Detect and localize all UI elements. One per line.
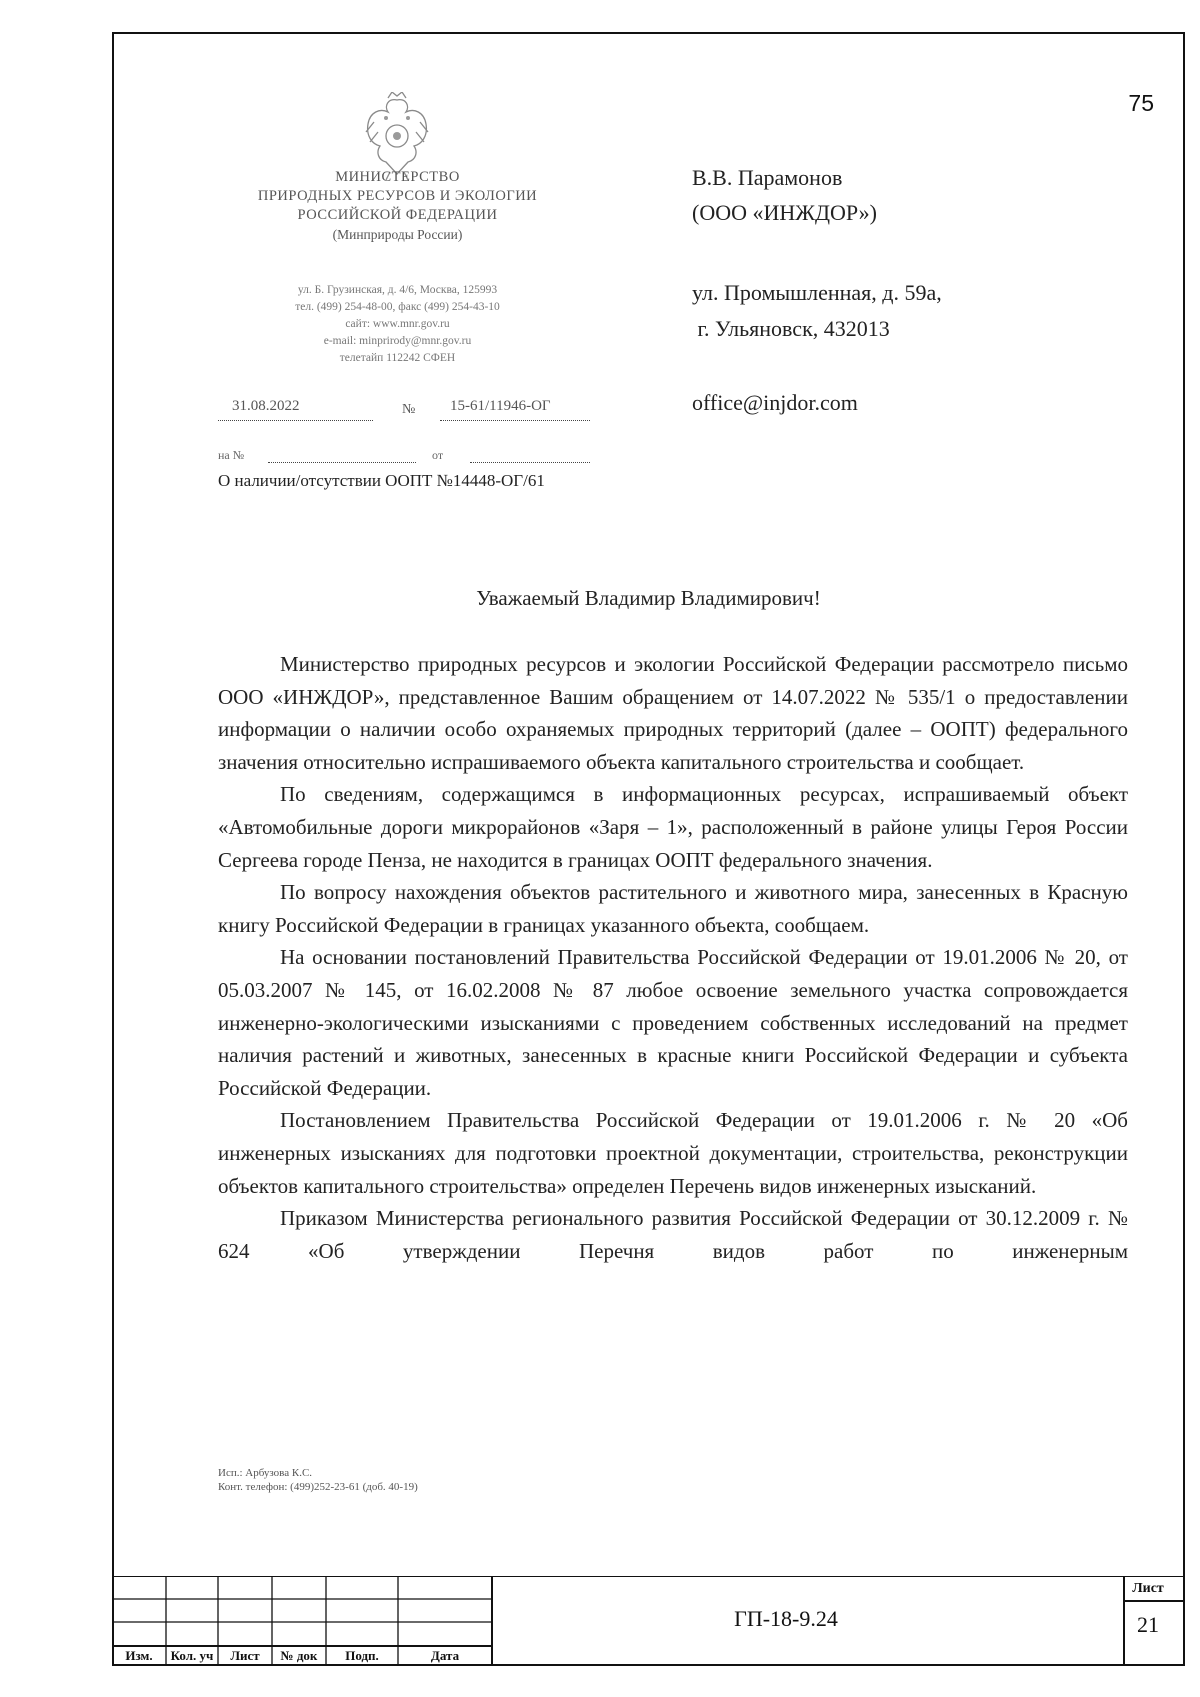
- registration-date: 31.08.2022: [232, 398, 300, 414]
- body-paragraph: Постановлением Правительства Российской Федерации от 19.01.2006 г. № 20 «Об инженерных изысканиях для подготовки проектной документации, строительства, реконструкции объектов капитального строительства» определен Перечень видов инженерных изысканий.: [218, 1108, 1128, 1198]
- ministry-line: МИНИСТЕРСТВО: [335, 169, 460, 185]
- contact-line: телетайп 112242 СФЕН: [339, 352, 456, 364]
- contact-line: тел. (499) 254-48-00, факс (499) 254-43-10: [295, 301, 500, 313]
- reference-from-label: от: [432, 448, 444, 462]
- recipient-name: В.В. Парамонов: [692, 165, 843, 190]
- letter-body: [218, 648, 1128, 1267]
- ministry-short-name: (Минприроды России): [332, 227, 463, 242]
- col-header-count: Кол. уч: [170, 1648, 214, 1663]
- ministry-line: ПРИРОДНЫХ РЕСУРСОВ И ЭКОЛОГИИ: [257, 188, 538, 204]
- recipient-city: г. Ульяновск, 432013: [692, 316, 890, 341]
- recipient-email: office@injdor.com: [692, 390, 858, 415]
- sheet-number: 21: [1137, 1612, 1159, 1637]
- body-paragraph: По сведениям, содержащимся в информационных ресурсах, испрашиваемый объект «Автомобильные дороги микрорайонов «Заря – 1», расположенный в районе улицы Героя России Сергеева городе Пенза, не находится в границах ООПТ федерального значения.: [218, 782, 1128, 872]
- reference-date-underline: [470, 462, 590, 463]
- page-number: 75: [1128, 90, 1154, 116]
- sheet-label: Лист: [1132, 1581, 1164, 1596]
- col-header-doc-number: № док: [280, 1648, 318, 1663]
- col-header-revision: Изм.: [125, 1648, 153, 1663]
- contact-line: сайт: www.mnr.gov.ru: [345, 318, 450, 330]
- date-underline: [218, 420, 373, 421]
- registration-number: 15-61/11946-ОГ: [450, 398, 551, 414]
- salutation: Уважаемый Владимир Владимирович!: [476, 586, 821, 610]
- document-code: ГП-18-9.24: [734, 1606, 838, 1631]
- reference-label: на №: [218, 448, 245, 462]
- reference-underline: [268, 462, 416, 463]
- col-header-sheet: Лист: [230, 1648, 260, 1663]
- ministry-line: РОССИЙСКОЙ ФЕДЕРАЦИИ: [297, 207, 498, 223]
- letter-subject: О наличии/отсутствии ООПТ №14448-ОГ/61: [218, 471, 545, 490]
- contact-line: ул. Б. Грузинская, д. 4/6, Москва, 125993: [297, 284, 498, 296]
- col-header-signature: Подп.: [345, 1648, 379, 1663]
- col-header-date: Дата: [430, 1648, 460, 1663]
- executor-name: Исп.: Арбузова К.С.: [218, 1467, 313, 1479]
- recipient-street: ул. Промышленная, д. 59а,: [692, 280, 942, 305]
- number-underline: [440, 420, 590, 421]
- ministry-contacts: [200, 282, 595, 367]
- recipient-org: (ООО «ИНЖДОР»): [692, 200, 877, 225]
- body-paragraph: На основании постановлений Правительства Российской Федерации от 19.01.2006 № 20, от 05.03.2007 № 145, от 16.02.2008 № 87 любое освоение земельного участка сопровождается инженерно-экологическими изысканиями с проведением собственных исследований на предмет наличия растений и животных, занесенных в красные книги Российской Федерации и субъекта Российской Федерации.: [218, 945, 1128, 1100]
- body-paragraph: Министерство природных ресурсов и экологии Российской Федерации рассмотрело письмо ООО «ИНЖДОР», представленное Вашим обращением от 14.07.2022 № 535/1 о предоставлении информации о наличии особо охраняемых природных территорий (далее – ООПТ) федерального значения относительно испрашиваемого объекта капитального строительства и сообщает.: [218, 652, 1128, 774]
- registration-number-label: №: [402, 402, 416, 417]
- executor-phone: Конт. телефон: (499)252-23-61 (доб. 40-19): [218, 1481, 418, 1493]
- executor-info: [218, 1466, 418, 1494]
- ministry-name: [200, 168, 595, 244]
- body-paragraph: Приказом Министерства регионального развития Российской Федерации от 30.12.2009 г. № 624 «Об утверждении Перечня видов работ по инженерным: [218, 1206, 1128, 1263]
- body-paragraph: По вопросу нахождения объектов растительного и животного мира, занесенных в Красную книгу Российской Федерации в границах указанного объекта, сообщаем.: [218, 880, 1128, 937]
- contact-line: e-mail: minprirody@mnr.gov.ru: [323, 335, 472, 347]
